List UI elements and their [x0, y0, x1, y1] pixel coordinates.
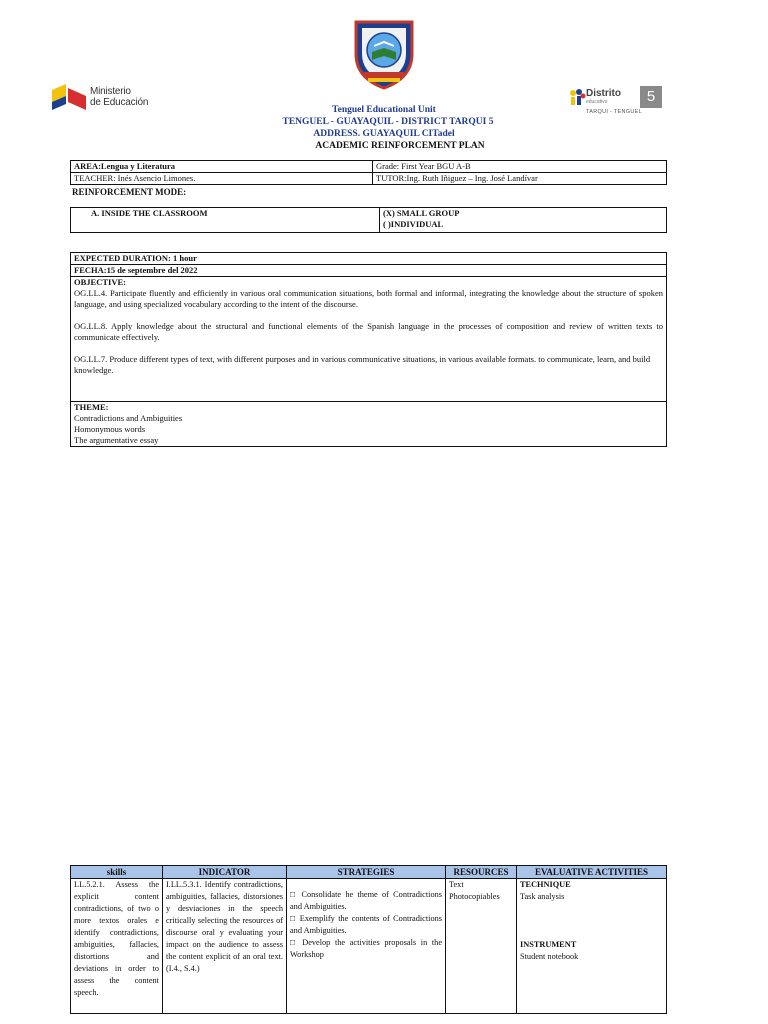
people-icon: [568, 88, 586, 106]
technique-label: TECHNIQUE: [520, 880, 571, 889]
header-resources: RESOURCES: [446, 866, 517, 879]
distrito-sub: educativo: [586, 99, 608, 105]
grade-cell: Grade: First Year BGU A-B: [373, 161, 667, 173]
evaluative-cell: [517, 879, 667, 1014]
ministerio-educacion-logo: [52, 82, 162, 116]
strategies-cell: [287, 879, 446, 1014]
objective-item: OG.LL.4. Participate fluently and efficiently in various oral communication situations, both formal and informal, integrating the knowledge about the structure of spoken language, and using specialized vocabulary according to the intent of the discourse.: [74, 288, 663, 309]
strategy-item: □ Consolidate he theme of Contradictions and Ambiguities.: [290, 890, 442, 911]
mode-option-individual: ( )INDIVIDUAL: [383, 219, 444, 229]
theme-item: The argumentative essay: [74, 435, 159, 445]
ministerio-line-1: Ministerio: [90, 86, 131, 97]
plan-title: ACADEMIC REINFORCEMENT PLAN: [315, 141, 485, 151]
resources-cell: [446, 879, 517, 1014]
address-line: ADDRESS. GUAYAQUIL CITadel: [313, 129, 455, 139]
tutor-cell: TUTOR:Ing. Ruth Iñiguez – Ing. José Landívar: [373, 173, 667, 185]
teacher-cell: TEACHER: Inés Asencio Limones.: [71, 173, 373, 185]
reinforcement-mode-label: REINFORCEMENT MODE:: [72, 187, 187, 197]
header-indicator: INDICATOR: [163, 866, 287, 879]
unit-name: Tenguel Educational Unit: [332, 105, 436, 115]
area-cell: AREA:Lengua y Literatura: [71, 161, 373, 173]
header-skills: skills: [71, 866, 163, 879]
indicator-cell: I.LL.5.3.1. Identify contradictions, ambiguities, fallacies, distorsiones y desviaciones in the speech critically selecting the resources of discourse oral y evaluating your impact on the audience to assess the content explicit of an oral text. (I.4., S.4.): [163, 879, 287, 1014]
skills-table: [70, 865, 667, 1014]
theme-label: THEME:: [74, 402, 109, 412]
resource-item: Photocopiables: [449, 892, 500, 901]
objective-item: OG.LL.8. Apply knowledge about the structural and functional elements of the Spanish language in the processes of composition and review of written texts to communicate effectively.: [74, 321, 663, 342]
distrito-under: TARQUI - TENGUEL: [586, 109, 642, 115]
instrument-label: INSTRUMENT: [520, 940, 577, 949]
duration-cell: EXPECTED DURATION: 1 hour: [71, 253, 667, 265]
ministerio-line-2: de Educación: [90, 97, 149, 108]
objective-item: OG.LL.7. Produce different types of text, with different purposes and in various communicative situations, in various available formats. to communicate, learn, and build knowledge.: [74, 354, 651, 375]
district-line: TENGUEL - GUAYAQUIL - DISTRICT TARQUI 5: [282, 117, 494, 127]
theme-item: Contradictions and Ambiguities: [74, 413, 183, 423]
distrito-number: 5: [640, 86, 662, 108]
skills-cell: LL.5.2.1. Assess the explicit content contradictions, of two o more textos orales e identify contradictions, ambiguities, fallacies, distortions and deviations in order to assess the content speech.: [71, 879, 163, 1014]
instrument-value: Student notebook: [520, 952, 579, 961]
strategy-item: □ Exemplify the contents of Contradictions and Ambiguities.: [290, 914, 442, 935]
school-crest-logo: [352, 18, 416, 90]
theme-cell: [71, 402, 667, 447]
technique-value: Task analysis: [520, 892, 565, 901]
info-table: [70, 160, 667, 185]
theme-item: Homonymous words: [74, 424, 146, 434]
mode-place: A. INSIDE THE CLASSROOM: [71, 208, 380, 233]
resource-item: Text: [449, 880, 464, 889]
plan-table: [70, 252, 667, 447]
strategy-item: □ Develop the activities proposals in the Workshop: [290, 938, 442, 959]
mode-table: [70, 207, 667, 233]
objective-cell: [71, 277, 667, 402]
objective-label: OBJECTIVE:: [74, 277, 126, 287]
mode-option-small-group: (X) SMALL GROUP: [383, 208, 460, 218]
header-strategies: STRATEGIES: [287, 866, 446, 879]
distrito-name: Distrito: [586, 88, 621, 99]
distrito-logo: [566, 86, 662, 116]
header-evaluative-activities: EVALUATIVE ACTIVITIES: [517, 866, 667, 879]
fecha-cell: FECHA:15 de septembre del 2022: [71, 265, 667, 277]
